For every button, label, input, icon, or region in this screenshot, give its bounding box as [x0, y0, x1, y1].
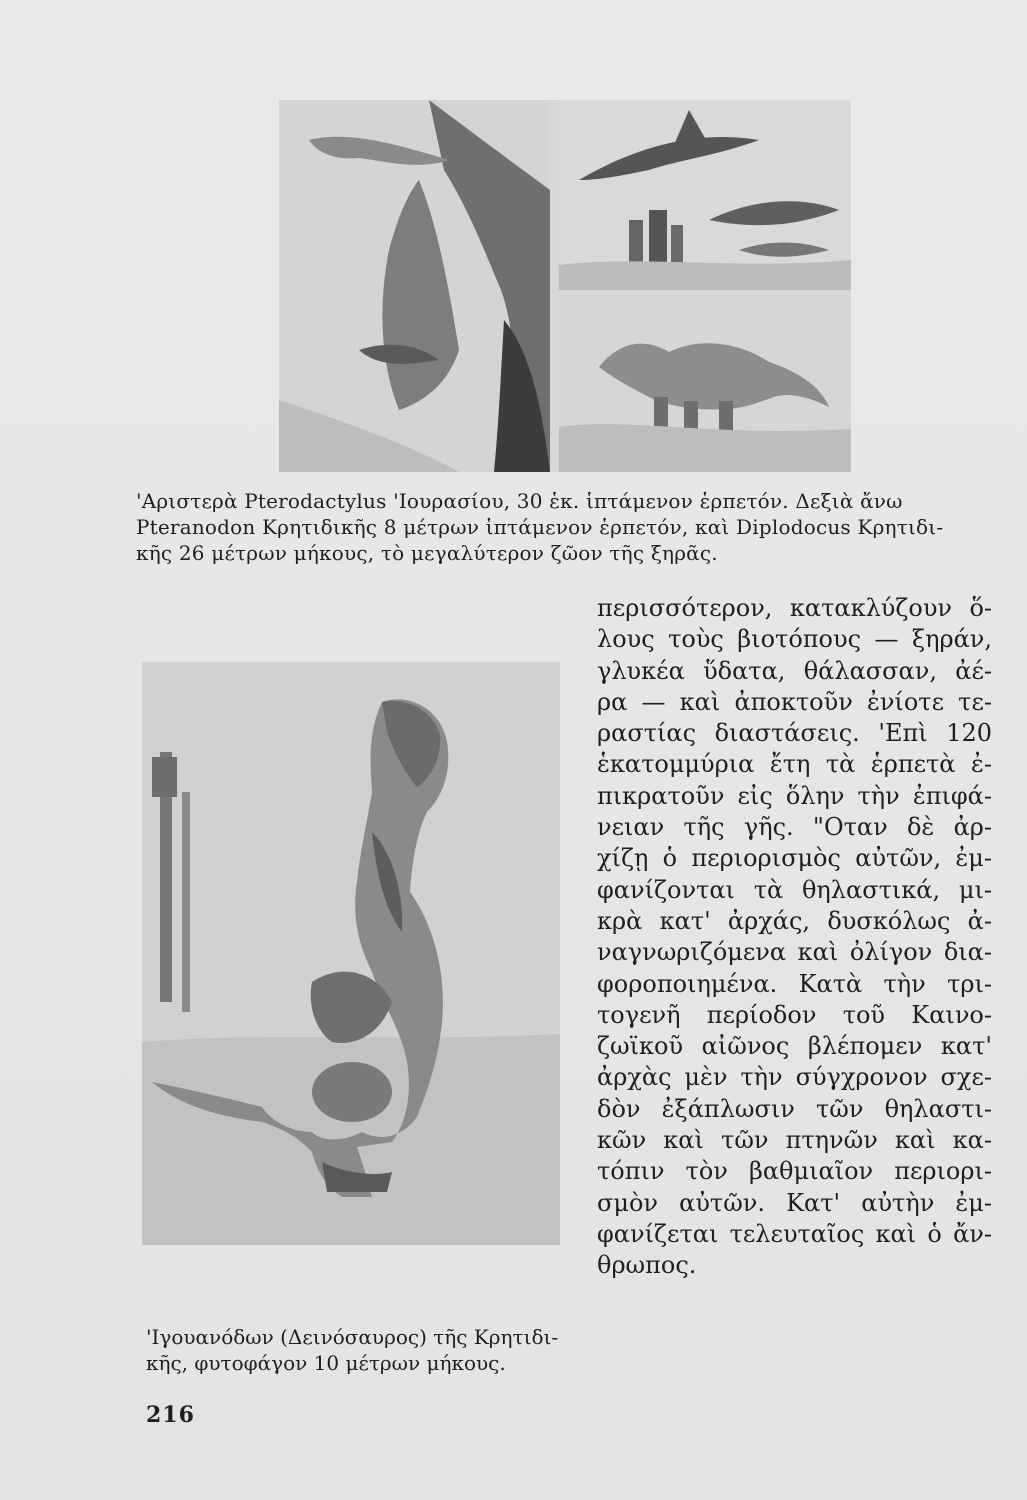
body-line: ζωϊκοῦ αἰῶνος βλέπομεν κατ'	[597, 1032, 992, 1061]
body-line: λους τοὺς βιοτόπους — ξηράν,	[597, 625, 992, 654]
caption-bottom-line-1: 'Ιγουανόδων (Δεινόσαυρος) τῆς Κρητιδι-	[146, 1325, 559, 1349]
body-line: ἑκατομμύρια ἔτη τὰ ἑρπετὰ ἐ-	[597, 750, 992, 779]
body-line: ἀρχὰς μὲν τὴν σύγχρονον σχε-	[597, 1063, 992, 1092]
caption-bottom-line-2: κῆς, φυτοφάγον 10 μέτρων μήκους.	[146, 1351, 506, 1375]
body-line: φοροποιημένα. Κατὰ τὴν τρι-	[597, 969, 992, 998]
body-line: φανίζονται τὰ θηλαστικά, μι-	[597, 875, 992, 904]
figure-pterosaurs-diplodocus	[279, 100, 851, 472]
body-line: δὸν ἐξάπλωσιν τῶν θηλαστι-	[597, 1094, 992, 1123]
pteranodon-illustration	[559, 100, 851, 290]
body-line: σμὸν αὐτῶν. Κατ' αὐτὴν ἐμ-	[597, 1188, 992, 1217]
body-line: ραστίας διαστάσεις. 'Επὶ 120	[597, 719, 992, 748]
body-line: φανίζεται τελευταῖος καὶ ὁ ἄν-	[597, 1219, 992, 1248]
body-line: πικρατοῦν εἰς ὅλην τὴν ἐπιφά-	[597, 781, 992, 810]
body-line: κῶν καὶ τῶν πτηνῶν καὶ κα-	[597, 1126, 992, 1155]
body-line: χίζῃ ὁ περιορισμὸς αὐτῶν, ἐμ-	[597, 844, 992, 873]
caption-top-line-1: 'Αριστερὰ Pterodactylus 'Ιουρασίου, 30 ἑκ. ἱπτάμενον ἑρπετόν. Δεξιὰ ἄνω	[136, 489, 903, 513]
page-number: 216	[146, 1402, 195, 1428]
caption-top	[136, 488, 1006, 566]
iguanodon-illustration	[142, 662, 560, 1245]
body-line: περισσότερον, κατακλύζουν ὅ-	[597, 594, 992, 622]
diplodocus-illustration	[559, 297, 851, 472]
body-line: κρὰ κατ' ἀρχάς, δυσκόλως ἀ-	[597, 906, 992, 935]
body-line: ρα — καὶ ἀποκτοῦν ἐνίοτε τε-	[597, 687, 992, 716]
body-line: τογενῆ περίοδον τοῦ Καινο-	[597, 1000, 992, 1029]
pterodactylus-illustration	[279, 100, 550, 472]
body-line: ναγνωριζόμενα καὶ ὀλίγον δια-	[597, 938, 992, 967]
body-text-column	[597, 593, 992, 1282]
body-line: νειαν τῆς γῆς. "Οταν δὲ ἀρ-	[597, 813, 992, 842]
body-line: θρωπος.	[597, 1251, 697, 1280]
body-line: τόπιν τὸν βαθμιαῖον περιορι-	[597, 1157, 992, 1186]
body-line: γλυκέα ὕδατα, θάλασσαν, ἀέ-	[597, 656, 992, 685]
caption-bottom	[146, 1324, 576, 1376]
caption-top-line-2: Pteranodon Κρητιδικῆς 8 μέτρων ἱπτάμενον ἑρπετόν, καὶ Diplodocus Κρητιδι-	[136, 515, 944, 539]
caption-top-line-3: κῆς 26 μέτρων μήκους, τὸ μεγαλύτερον ζῶον τῆς ξηρᾶς.	[136, 541, 718, 565]
